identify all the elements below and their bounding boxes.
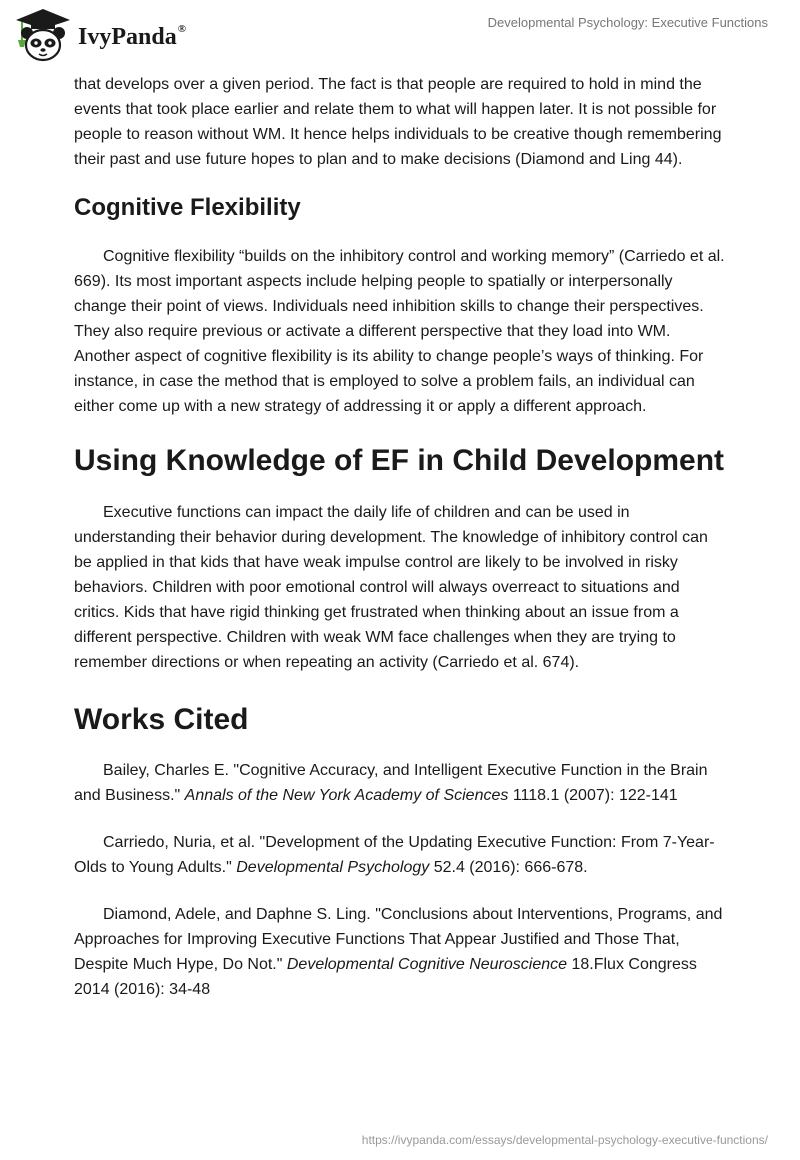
child-development-paragraph: Executive functions can impact the daily life of children and can be used in understanding their behavior during development. The knowledge of inhibitory control can be applied in that kids that have weak impulse control are likely to be involved in risky behaviors. Children with poor emotional control will always overreact to situations and critics. Kids that have rigid thinking get frustrated when thinking about an issue from a different perspective. Children with weak WM face challenges when they are trying to remember directions or when repeating an activity (Carriedo et al. 674). — [74, 504, 708, 671]
section-heading-cognitive-flexibility: Cognitive Flexibility — [74, 194, 301, 221]
page-header — [0, 0, 800, 70]
section-heading-works-cited: Works Cited — [74, 703, 249, 736]
citation-entry: Bailey, Charles E. "Cognitive Accuracy, and Intelligent Executive Function in the Brain and Business." Annals of the New York Academy of Sciences 1118.1 (2007): 122-141 — [74, 762, 708, 804]
cognitive-flexibility-paragraph: Cognitive flexibility “builds on the inhibitory control and working memory” (Carriedo et al. 669). Its most important aspects include helping people to spatially or interpersonally change their point of views. Individuals need inhibition skills to change their perspectives. They also require previous or activate a different perspective that they load into WM. Another aspect of cognitive flexibility is its ability to change people’s ways of thinking. For instance, in case the method that is employed to solve a problem fails, an individual can either come up with a new strategy of addressing it or apply a different approach. — [74, 248, 725, 415]
citation-entry: Diamond, Adele, and Daphne S. Ling. "Conclusions about Interventions, Programs, and Approaches for Improving Executive Functions That Appear Justified and Those That, Despite Much Hype, Do Not." Developmental Cognitive Neuroscience 18.Flux Congress 2014 (2016): 34-48 — [74, 906, 723, 998]
essay-content — [74, 70, 726, 1002]
intro-paragraph: that develops over a given period. The fact is that people are required to hold in mind the events that took place earlier and relate them to what will happen later. It is not possible for people to reason without WM. It hence helps individuals to be creative though remembering their past and use future hopes to plan and to make decisions (Diamond and Ling 44). — [74, 76, 722, 168]
brand-logo[interactable] — [14, 7, 194, 63]
running-title: Developmental Psychology: Executive Functions — [487, 15, 768, 30]
source-url[interactable]: https://ivypanda.com/essays/developmental-psychology-executive-functions/ — [361, 1133, 768, 1147]
section-heading-child-development: Using Knowledge of EF in Child Development — [74, 444, 725, 477]
panda-graduation-cap-logo-icon — [14, 7, 72, 63]
citation-entry: Carriedo, Nuria, et al. "Development of the Updating Executive Function: From 7-Year-Olds to Young Adults." Developmental Psychology 52.4 (2016): 666-678. — [74, 834, 715, 876]
brand-name: IvyPanda® — [78, 23, 186, 50]
